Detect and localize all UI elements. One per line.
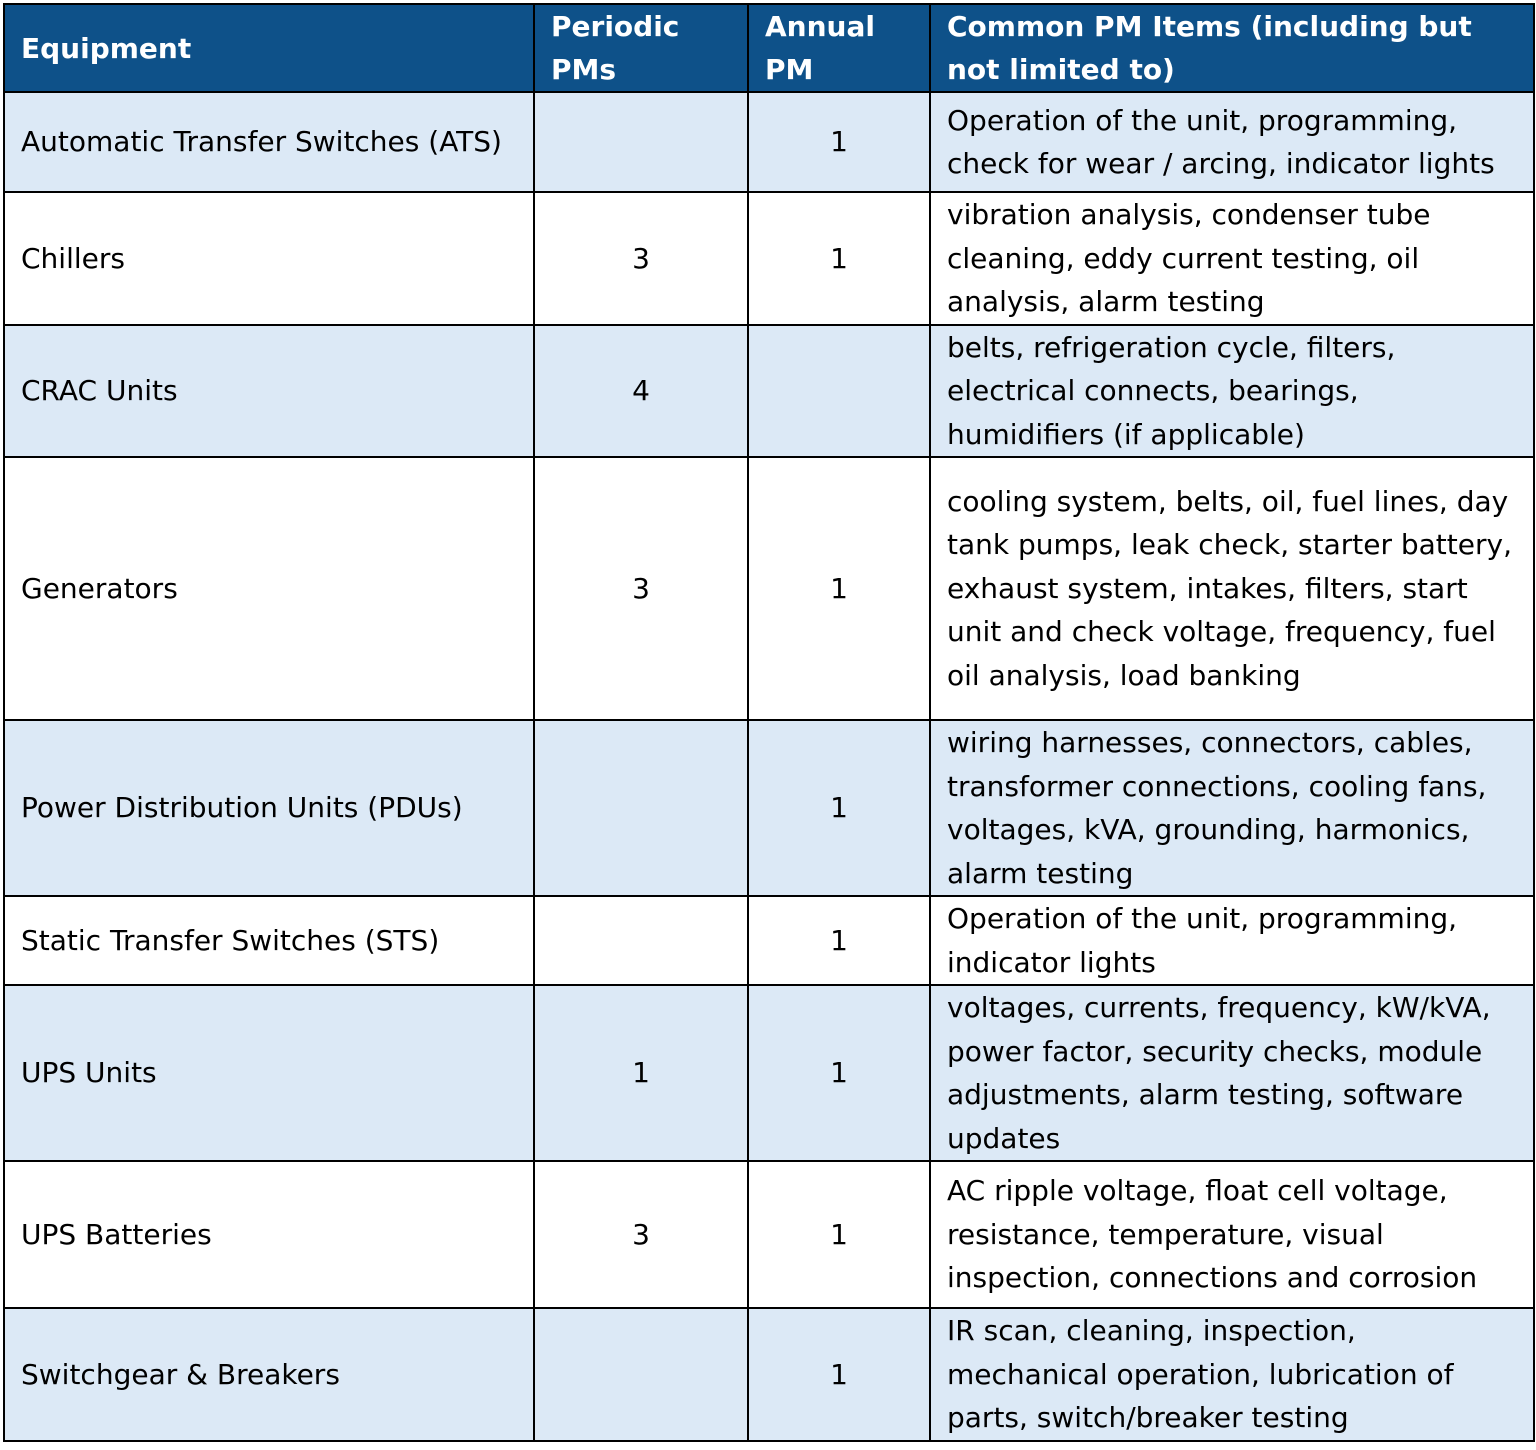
- table-row: [4, 92, 1534, 192]
- table-row: [4, 720, 1534, 896]
- equipment-cell: Power Distribution Units (PDUs): [4, 720, 534, 896]
- table-row: [4, 1161, 1534, 1308]
- table-row: [4, 1308, 1534, 1441]
- annual-cell: 1: [748, 192, 930, 325]
- header-common-pm-items: Common PM Items (including but not limited to): [930, 4, 1534, 92]
- periodic-cell: 3: [534, 192, 748, 325]
- periodic-cell: 3: [534, 457, 748, 720]
- equipment-cell: Chillers: [4, 192, 534, 325]
- items-cell: Operation of the unit, programming, indicator lights: [930, 896, 1534, 985]
- periodic-cell: [534, 720, 748, 896]
- items-cell: cooling system, belts, oil, fuel lines, day tank pumps, leak check, starter battery, exhaust system, intakes, filters, start unit and check voltage, frequency, fuel oil analysis, load banking: [930, 457, 1534, 720]
- periodic-cell: [534, 92, 748, 192]
- annual-cell: 1: [748, 457, 930, 720]
- table-row: [4, 985, 1534, 1161]
- table-row: [4, 192, 1534, 325]
- periodic-cell: [534, 896, 748, 985]
- periodic-cell: 4: [534, 325, 748, 458]
- annual-cell: 1: [748, 985, 930, 1161]
- periodic-cell: 1: [534, 985, 748, 1161]
- table-row: [4, 896, 1534, 985]
- annual-cell: [748, 325, 930, 458]
- header-periodic-pms: Periodic PMs: [534, 4, 748, 92]
- items-cell: wiring harnesses, connectors, cables, transformer connections, cooling fans, voltages, kVA, grounding, harmonics, alarm testing: [930, 720, 1534, 896]
- annual-cell: 1: [748, 1161, 930, 1308]
- items-cell: IR scan, cleaning, inspection, mechanical operation, lubrication of parts, switch/breaker testing: [930, 1308, 1534, 1441]
- annual-cell: 1: [748, 92, 930, 192]
- table-header: [4, 4, 1534, 92]
- equipment-cell: CRAC Units: [4, 325, 534, 458]
- equipment-cell: UPS Units: [4, 985, 534, 1161]
- annual-cell: 1: [748, 896, 930, 985]
- equipment-cell: Generators: [4, 457, 534, 720]
- equipment-cell: Static Transfer Switches (STS): [4, 896, 534, 985]
- annual-cell: 1: [748, 720, 930, 896]
- items-cell: voltages, currents, frequency, kW/kVA, power factor, security checks, module adjustments, alarm testing, software updates: [930, 985, 1534, 1161]
- equipment-cell: Switchgear & Breakers: [4, 1308, 534, 1441]
- periodic-cell: 3: [534, 1161, 748, 1308]
- equipment-cell: UPS Batteries: [4, 1161, 534, 1308]
- table-row: [4, 457, 1534, 720]
- items-cell: AC ripple voltage, float cell voltage, resistance, temperature, visual inspection, connections and corrosion: [930, 1161, 1534, 1308]
- periodic-cell: [534, 1308, 748, 1441]
- items-cell: belts, refrigeration cycle, filters, electrical connects, bearings, humidifiers (if applicable): [930, 325, 1534, 458]
- equipment-cell: Automatic Transfer Switches (ATS): [4, 92, 534, 192]
- header-annual-pm: Annual PM: [748, 4, 930, 92]
- items-cell: vibration analysis, condenser tube cleaning, eddy current testing, oil analysis, alarm testing: [930, 192, 1534, 325]
- header-equipment: Equipment: [4, 4, 534, 92]
- items-cell: Operation of the unit, programming, check for wear / arcing, indicator lights: [930, 92, 1534, 192]
- annual-cell: 1: [748, 1308, 930, 1441]
- table-body: [4, 92, 1534, 1441]
- table-row: [4, 325, 1534, 458]
- pm-schedule-table: [3, 3, 1535, 1442]
- header-row: [4, 4, 1534, 92]
